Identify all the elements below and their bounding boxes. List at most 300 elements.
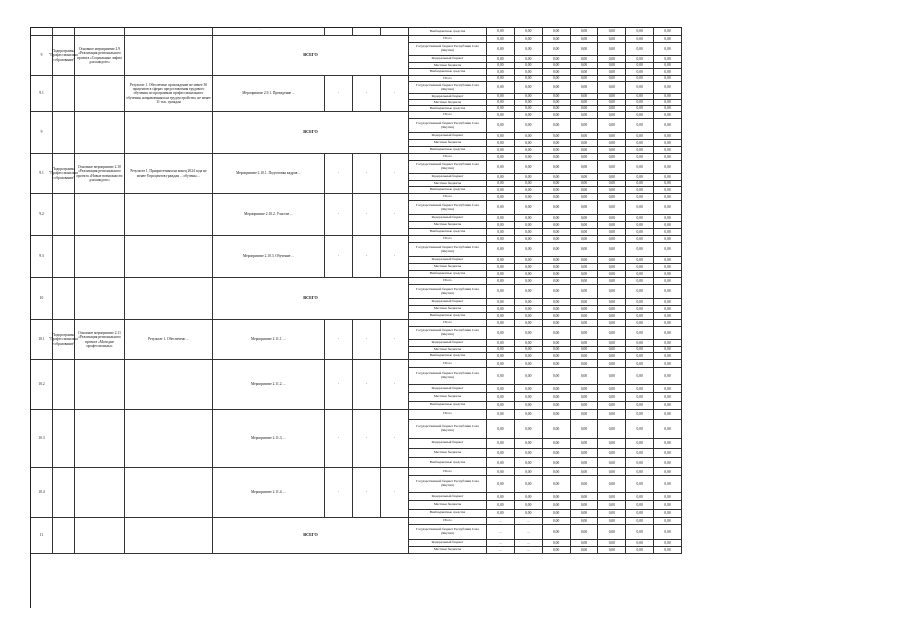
amount-cell: 0,00 <box>487 106 515 112</box>
amount-cell: 0,00 <box>487 56 515 63</box>
amount-cell: 0,00 <box>626 510 654 518</box>
amount-cell: 0,00 <box>487 402 515 410</box>
amount-cell: 0,00 <box>487 187 515 194</box>
amount-cell: 0,00 <box>598 393 626 401</box>
amount-cell: 0,00 <box>598 69 626 76</box>
amount-cell: 0,00 <box>543 360 571 368</box>
indicator-cell: - <box>325 154 353 194</box>
amount-cell: 0,00 <box>654 340 682 347</box>
amount-cell: 0,00 <box>598 56 626 63</box>
amount-cell: 0,00 <box>487 285 515 299</box>
amount-cell: 0,00 <box>654 147 682 154</box>
amount-cell: 0,00 <box>543 271 571 278</box>
amount-cell: 0,00 <box>515 236 543 243</box>
amount-cell: 0,00 <box>626 410 654 420</box>
amount-cell: 0,00 <box>487 43 515 56</box>
amount-cell: 0,00 <box>654 547 682 554</box>
amount-cell: 0,00 <box>598 493 626 501</box>
amount-cell: 0,00 <box>654 154 682 161</box>
amount-cell: 0,00 <box>543 476 571 493</box>
amount-cell: 0,00 <box>487 458 515 468</box>
amount-cell: 0,00 <box>487 154 515 161</box>
measure-description: Мероприятие 2.10.2. Участие ... <box>213 194 325 236</box>
amount-cell: 0,00 <box>543 525 571 539</box>
amount-cell: 0,00 <box>543 133 571 140</box>
amount-cell: 0,00 <box>654 525 682 539</box>
amount-cell: 0,00 <box>626 313 654 320</box>
amount-cell: 0,00 <box>626 56 654 63</box>
funding-source: Государственный бюджет Республики Саха (Якутия) <box>409 285 487 299</box>
amount-cell: 0,00 <box>543 174 571 181</box>
amount-cell: 0,00 <box>626 278 654 285</box>
amount-cell: 0,00 <box>487 140 515 147</box>
amount-cell: 0,00 <box>571 313 599 320</box>
amount-cell: 0,00 <box>598 278 626 285</box>
amount-cell: 0,00 <box>598 154 626 161</box>
funding-source: Федеральный бюджет <box>409 215 487 222</box>
funding-source: Федеральный бюджет <box>409 56 487 63</box>
amount-cell: 0,00 <box>626 306 654 313</box>
amount-cell: 0,00 <box>598 100 626 106</box>
amount-cell: 0,00 <box>626 340 654 347</box>
amount-cell: 0,00 <box>598 133 626 140</box>
amount-cell: 0,00 <box>598 236 626 243</box>
row-number: 9.2 <box>31 194 53 236</box>
row-number: 9.1 <box>31 76 53 112</box>
result-description <box>125 28 213 36</box>
amount-cell: 0,00 <box>654 69 682 76</box>
amount-cell: 0,00 <box>571 540 599 547</box>
amount-cell: 0,00 <box>626 540 654 547</box>
funding-source: Государственный бюджет Республики Саха (Якутия) <box>409 327 487 340</box>
amount-cell: 0,00 <box>487 243 515 257</box>
funding-source: Федеральный бюджет <box>409 493 487 501</box>
row-number: 10.4 <box>31 468 53 518</box>
amount-cell: 0,00 <box>515 133 543 140</box>
amount-cell: 0,00 <box>571 112 599 119</box>
amount-cell: 0,00 <box>487 229 515 236</box>
amount-cell: 0,00 <box>515 112 543 119</box>
amount-cell: ... <box>515 547 543 554</box>
row-number: 9 <box>31 112 53 154</box>
measure-description: Мероприятие 2.11.4. ... <box>213 468 325 518</box>
amount-cell: 0,00 <box>598 194 626 201</box>
amount-cell: 0,00 <box>598 518 626 525</box>
result-description <box>125 468 213 518</box>
amount-cell: 0,00 <box>571 458 599 468</box>
amount-cell: 0,00 <box>598 540 626 547</box>
amount-cell: 0,00 <box>654 540 682 547</box>
amount-cell: 0,00 <box>543 187 571 194</box>
amount-cell: 0,00 <box>515 94 543 100</box>
amount-cell: 0,00 <box>598 340 626 347</box>
amount-cell: 0,00 <box>487 94 515 100</box>
amount-cell: 0,00 <box>598 402 626 410</box>
amount-cell: 0,00 <box>598 347 626 354</box>
amount-cell: 0,00 <box>626 393 654 401</box>
total-label: ВСЕГО <box>213 278 409 320</box>
amount-cell: 0,00 <box>654 439 682 449</box>
amount-cell: 0,00 <box>598 439 626 449</box>
amount-cell: 0,00 <box>515 243 543 257</box>
indicator-cell: - <box>353 360 381 410</box>
amount-cell: 0,00 <box>543 285 571 299</box>
amount-cell: 0,00 <box>571 320 599 327</box>
program-name <box>53 28 75 36</box>
amount-cell: 0,00 <box>626 257 654 264</box>
amount-cell: 0,00 <box>515 161 543 174</box>
program-name <box>53 236 75 278</box>
program-name <box>53 112 75 154</box>
amount-cell: 0,00 <box>543 449 571 459</box>
indicator-cell: - <box>381 154 409 194</box>
result-description <box>125 278 213 320</box>
amount-cell: 0,00 <box>654 468 682 476</box>
amount-cell: 0,00 <box>543 540 571 547</box>
amount-cell: 0,00 <box>571 402 599 410</box>
amount-cell: 0,00 <box>598 94 626 100</box>
funding-source: Государственный бюджет Республики Саха (Якутия) <box>409 243 487 257</box>
indicator-cell: - <box>325 320 353 360</box>
amount-cell: 0,00 <box>654 236 682 243</box>
amount-cell: 0,00 <box>571 410 599 420</box>
amount-cell: 0,00 <box>654 119 682 133</box>
amount-cell: 0,00 <box>487 69 515 76</box>
amount-cell: 0,00 <box>654 501 682 509</box>
amount-cell: 0,00 <box>626 112 654 119</box>
amount-cell: 0,00 <box>626 458 654 468</box>
amount-cell: 0,00 <box>543 94 571 100</box>
amount-cell: 0,00 <box>571 468 599 476</box>
amount-cell: 0,00 <box>571 140 599 147</box>
amount-cell: 0,00 <box>598 222 626 229</box>
amount-cell: 0,00 <box>543 353 571 360</box>
amount-cell: 0,00 <box>515 510 543 518</box>
amount-cell: 0,00 <box>626 161 654 174</box>
funding-source: Местные бюджеты <box>409 63 487 70</box>
amount-cell: 0,00 <box>598 476 626 493</box>
program-name <box>53 194 75 236</box>
amount-cell: 0,00 <box>598 313 626 320</box>
amount-cell: 0,00 <box>543 493 571 501</box>
amount-cell: 0,00 <box>571 353 599 360</box>
amount-cell: 0,00 <box>626 449 654 459</box>
indicator-cell: - <box>381 76 409 112</box>
amount-cell: 0,00 <box>543 458 571 468</box>
funding-source: Государственный бюджет Республики Саха (Якутия) <box>409 420 487 439</box>
amount-cell: 0,00 <box>571 236 599 243</box>
amount-cell: 0,00 <box>515 278 543 285</box>
funding-source: Государственный бюджет Республики Саха (Якутия) <box>409 476 487 493</box>
amount-cell: 0,00 <box>598 181 626 188</box>
amount-cell: 0,00 <box>487 147 515 154</box>
amount-cell: 0,00 <box>626 28 654 36</box>
amount-cell: 0,00 <box>598 525 626 539</box>
funding-source: Итого <box>409 112 487 119</box>
row-number: 9 <box>31 36 53 76</box>
amount-cell: 0,00 <box>515 449 543 459</box>
amount-cell: 0,00 <box>543 320 571 327</box>
amount-cell: 0,00 <box>654 43 682 56</box>
funding-source: Федеральный бюджет <box>409 133 487 140</box>
amount-cell: 0,00 <box>571 306 599 313</box>
amount-cell: 0,00 <box>515 368 543 385</box>
amount-cell: 0,00 <box>571 360 599 368</box>
program-name <box>53 410 75 468</box>
funding-source: Внебюджетные средства <box>409 458 487 468</box>
event-name <box>75 518 125 554</box>
amount-cell: 0,00 <box>654 360 682 368</box>
funding-source: Итого <box>409 194 487 201</box>
amount-cell: 0,00 <box>598 468 626 476</box>
amount-cell: 0,00 <box>487 264 515 271</box>
funding-source: Федеральный бюджет <box>409 340 487 347</box>
amount-cell: 0,00 <box>515 327 543 340</box>
event-name <box>75 278 125 320</box>
amount-cell: 0,00 <box>543 201 571 215</box>
event-name: Основное мероприятие 2.11 «Реализация регионального проекта «Молодые профессионалы» <box>75 320 125 360</box>
amount-cell: 0,00 <box>626 353 654 360</box>
funding-source: Местные бюджеты <box>409 547 487 554</box>
amount-cell: 0,00 <box>626 493 654 501</box>
amount-cell: 0,00 <box>515 106 543 112</box>
funding-source: Государственный бюджет Республики Саха (Якутия) <box>409 161 487 174</box>
amount-cell: 0,00 <box>626 327 654 340</box>
amount-cell: 0,00 <box>654 510 682 518</box>
program-name: Подпрограмма "Профессионально е образование" <box>53 154 75 194</box>
amount-cell: 0,00 <box>626 133 654 140</box>
funding-source: Внебюджетные средства <box>409 313 487 320</box>
amount-cell: 0,00 <box>515 222 543 229</box>
amount-cell: 0,00 <box>543 547 571 554</box>
amount-cell: 0,00 <box>654 112 682 119</box>
amount-cell: 0,00 <box>571 56 599 63</box>
amount-cell: 0,00 <box>571 243 599 257</box>
amount-cell: 0,00 <box>626 501 654 509</box>
amount-cell: 0,00 <box>571 161 599 174</box>
amount-cell: 0,00 <box>515 76 543 82</box>
amount-cell: 0,00 <box>571 299 599 306</box>
amount-cell: 0,00 <box>598 229 626 236</box>
result-description <box>125 36 213 76</box>
amount-cell: 0,00 <box>515 56 543 63</box>
amount-cell: 0,00 <box>571 119 599 133</box>
indicator-cell: - <box>353 76 381 112</box>
indicator-cell: - <box>381 236 409 278</box>
amount-cell: 0,00 <box>543 140 571 147</box>
amount-cell: 0,00 <box>626 385 654 393</box>
amount-cell: 0,00 <box>515 174 543 181</box>
indicator-cell: - <box>325 76 353 112</box>
amount-cell: 0,00 <box>598 264 626 271</box>
top-note: … <box>258 26 262 31</box>
funding-source: Государственный бюджет Республики Саха (Якутия) <box>409 119 487 133</box>
amount-cell: 0,00 <box>571 194 599 201</box>
indicator-cell: - <box>353 320 381 360</box>
amount-cell: 0,00 <box>515 264 543 271</box>
amount-cell: 0,00 <box>626 63 654 70</box>
amount-cell: 0,00 <box>515 439 543 449</box>
amount-cell: 0,00 <box>543 299 571 306</box>
amount-cell: 0,00 <box>571 493 599 501</box>
amount-cell: ... <box>487 547 515 554</box>
amount-cell: 0,00 <box>626 525 654 539</box>
amount-cell: 0,00 <box>543 28 571 36</box>
funding-source: Внебюджетные средства <box>409 147 487 154</box>
amount-cell: 0,00 <box>598 449 626 459</box>
amount-cell: 0,00 <box>626 243 654 257</box>
amount-cell: 0,00 <box>571 340 599 347</box>
amount-cell: 0,00 <box>571 133 599 140</box>
amount-cell: 0,00 <box>543 119 571 133</box>
amount-cell: 0,00 <box>654 410 682 420</box>
measure-description: Мероприятие 2.10.1. Подготовка кадров ... <box>213 154 325 194</box>
amount-cell: 0,00 <box>571 174 599 181</box>
indicator-cell <box>325 28 353 36</box>
amount-cell: 0,00 <box>654 222 682 229</box>
amount-cell: 0,00 <box>626 347 654 354</box>
funding-source: Внебюджетные средства <box>409 69 487 76</box>
amount-cell: 0,00 <box>487 493 515 501</box>
amount-cell: 0,00 <box>515 306 543 313</box>
result-description <box>125 194 213 236</box>
amount-cell: 0,00 <box>598 306 626 313</box>
amount-cell: 0,00 <box>543 161 571 174</box>
amount-cell: 0,00 <box>487 119 515 133</box>
amount-cell: 0,00 <box>515 229 543 236</box>
amount-cell: 0,00 <box>571 285 599 299</box>
amount-cell: 0,00 <box>487 181 515 188</box>
amount-cell: 0,00 <box>515 63 543 70</box>
amount-cell: 0,00 <box>654 518 682 525</box>
amount-cell: 0,00 <box>487 201 515 215</box>
amount-cell: 0,00 <box>626 215 654 222</box>
funding-source: Внебюджетные средства <box>409 271 487 278</box>
indicator-cell: - <box>381 194 409 236</box>
amount-cell: 0,00 <box>598 63 626 70</box>
amount-cell: 0,00 <box>598 76 626 82</box>
amount-cell: 0,00 <box>543 194 571 201</box>
amount-cell: 0,00 <box>571 510 599 518</box>
amount-cell: 0,00 <box>515 410 543 420</box>
funding-source: Итого <box>409 518 487 525</box>
amount-cell: 0,00 <box>543 106 571 112</box>
amount-cell: 0,00 <box>543 112 571 119</box>
amount-cell: 0,00 <box>654 194 682 201</box>
amount-cell: 0,00 <box>543 420 571 439</box>
amount-cell: 0,00 <box>543 56 571 63</box>
amount-cell: 0,00 <box>543 278 571 285</box>
amount-cell: 0,00 <box>626 299 654 306</box>
amount-cell: 0,00 <box>515 215 543 222</box>
amount-cell: 0,00 <box>598 112 626 119</box>
indicator-cell: - <box>381 320 409 360</box>
amount-cell: 0,00 <box>515 43 543 56</box>
amount-cell: 0,00 <box>654 271 682 278</box>
amount-cell: ... <box>487 540 515 547</box>
amount-cell: 0,00 <box>487 278 515 285</box>
funding-source: Итого <box>409 154 487 161</box>
amount-cell: 0,00 <box>543 257 571 264</box>
program-name <box>53 76 75 112</box>
amount-cell: 0,00 <box>515 187 543 194</box>
amount-cell: 0,00 <box>515 402 543 410</box>
amount-cell: 0,00 <box>598 547 626 554</box>
result-description <box>125 410 213 468</box>
amount-cell: 0,00 <box>626 147 654 154</box>
amount-cell: 0,00 <box>487 76 515 82</box>
amount-cell: 0,00 <box>571 385 599 393</box>
amount-cell: 0,00 <box>543 43 571 56</box>
funding-source: Государственный бюджет Республики Саха (Якутия) <box>409 201 487 215</box>
funding-source: Итого <box>409 278 487 285</box>
amount-cell: 0,00 <box>626 402 654 410</box>
amount-cell: 0,00 <box>515 36 543 43</box>
amount-cell: 0,00 <box>543 510 571 518</box>
amount-cell: 0,00 <box>571 347 599 354</box>
funding-source: Федеральный бюджет <box>409 257 487 264</box>
funding-source: Государственный бюджет Республики Саха (Якутия) <box>409 43 487 56</box>
amount-cell: 0,00 <box>571 393 599 401</box>
indicator-cell: - <box>381 410 409 468</box>
amount-cell: 0,00 <box>487 410 515 420</box>
amount-cell: 0,00 <box>571 525 599 539</box>
amount-cell: 0,00 <box>515 140 543 147</box>
program-name <box>53 468 75 518</box>
amount-cell: 0,00 <box>487 501 515 509</box>
indicator-cell: - <box>353 468 381 518</box>
amount-cell: 0,00 <box>571 43 599 56</box>
amount-cell: 0,00 <box>654 106 682 112</box>
amount-cell: 0,00 <box>598 385 626 393</box>
indicator-cell: - <box>381 360 409 410</box>
amount-cell: 0,00 <box>515 476 543 493</box>
funding-source: Итого <box>409 236 487 243</box>
amount-cell: 0,00 <box>487 194 515 201</box>
amount-cell: 0,00 <box>598 28 626 36</box>
funding-source: Государственный бюджет Республики Саха (Якутия) <box>409 368 487 385</box>
amount-cell: 0,00 <box>487 347 515 354</box>
amount-cell: 0,00 <box>626 518 654 525</box>
amount-cell: 0,00 <box>487 368 515 385</box>
amount-cell: 0,00 <box>515 420 543 439</box>
amount-cell: 0,00 <box>543 410 571 420</box>
amount-cell: 0,00 <box>626 82 654 94</box>
amount-cell: 0,00 <box>487 257 515 264</box>
amount-cell: 0,00 <box>487 360 515 368</box>
amount-cell: 0,00 <box>487 320 515 327</box>
amount-cell: 0,00 <box>487 468 515 476</box>
amount-cell: 0,00 <box>654 306 682 313</box>
funding-source: Итого <box>409 76 487 82</box>
amount-cell: ... <box>487 525 515 539</box>
amount-cell: 0,00 <box>543 243 571 257</box>
amount-cell: 0,00 <box>515 257 543 264</box>
amount-cell: 0,00 <box>543 181 571 188</box>
funding-source: Государственный бюджет Республики Саха (Якутия) <box>409 82 487 94</box>
result-description: Результат 1. Обеспечено прохождение не менее 30 процентов в сферах предоставления трудового обучения по программам профессионального обучения, направленным на трудоустройство, не менее 11 тыс. граждан <box>125 76 213 112</box>
amount-cell: 0,00 <box>571 76 599 82</box>
amount-cell: 0,00 <box>626 174 654 181</box>
amount-cell: 0,00 <box>571 215 599 222</box>
amount-cell: 0,00 <box>626 194 654 201</box>
indicator-cell: - <box>353 154 381 194</box>
amount-cell: 0,00 <box>487 82 515 94</box>
amount-cell: 0,00 <box>571 257 599 264</box>
result-description: Результат 1. Приоритетным на конец 2024 года не менее 8 процентов граждан ... обучены ... <box>125 154 213 194</box>
funding-source: Местные бюджеты <box>409 181 487 188</box>
amount-cell: 0,00 <box>515 147 543 154</box>
